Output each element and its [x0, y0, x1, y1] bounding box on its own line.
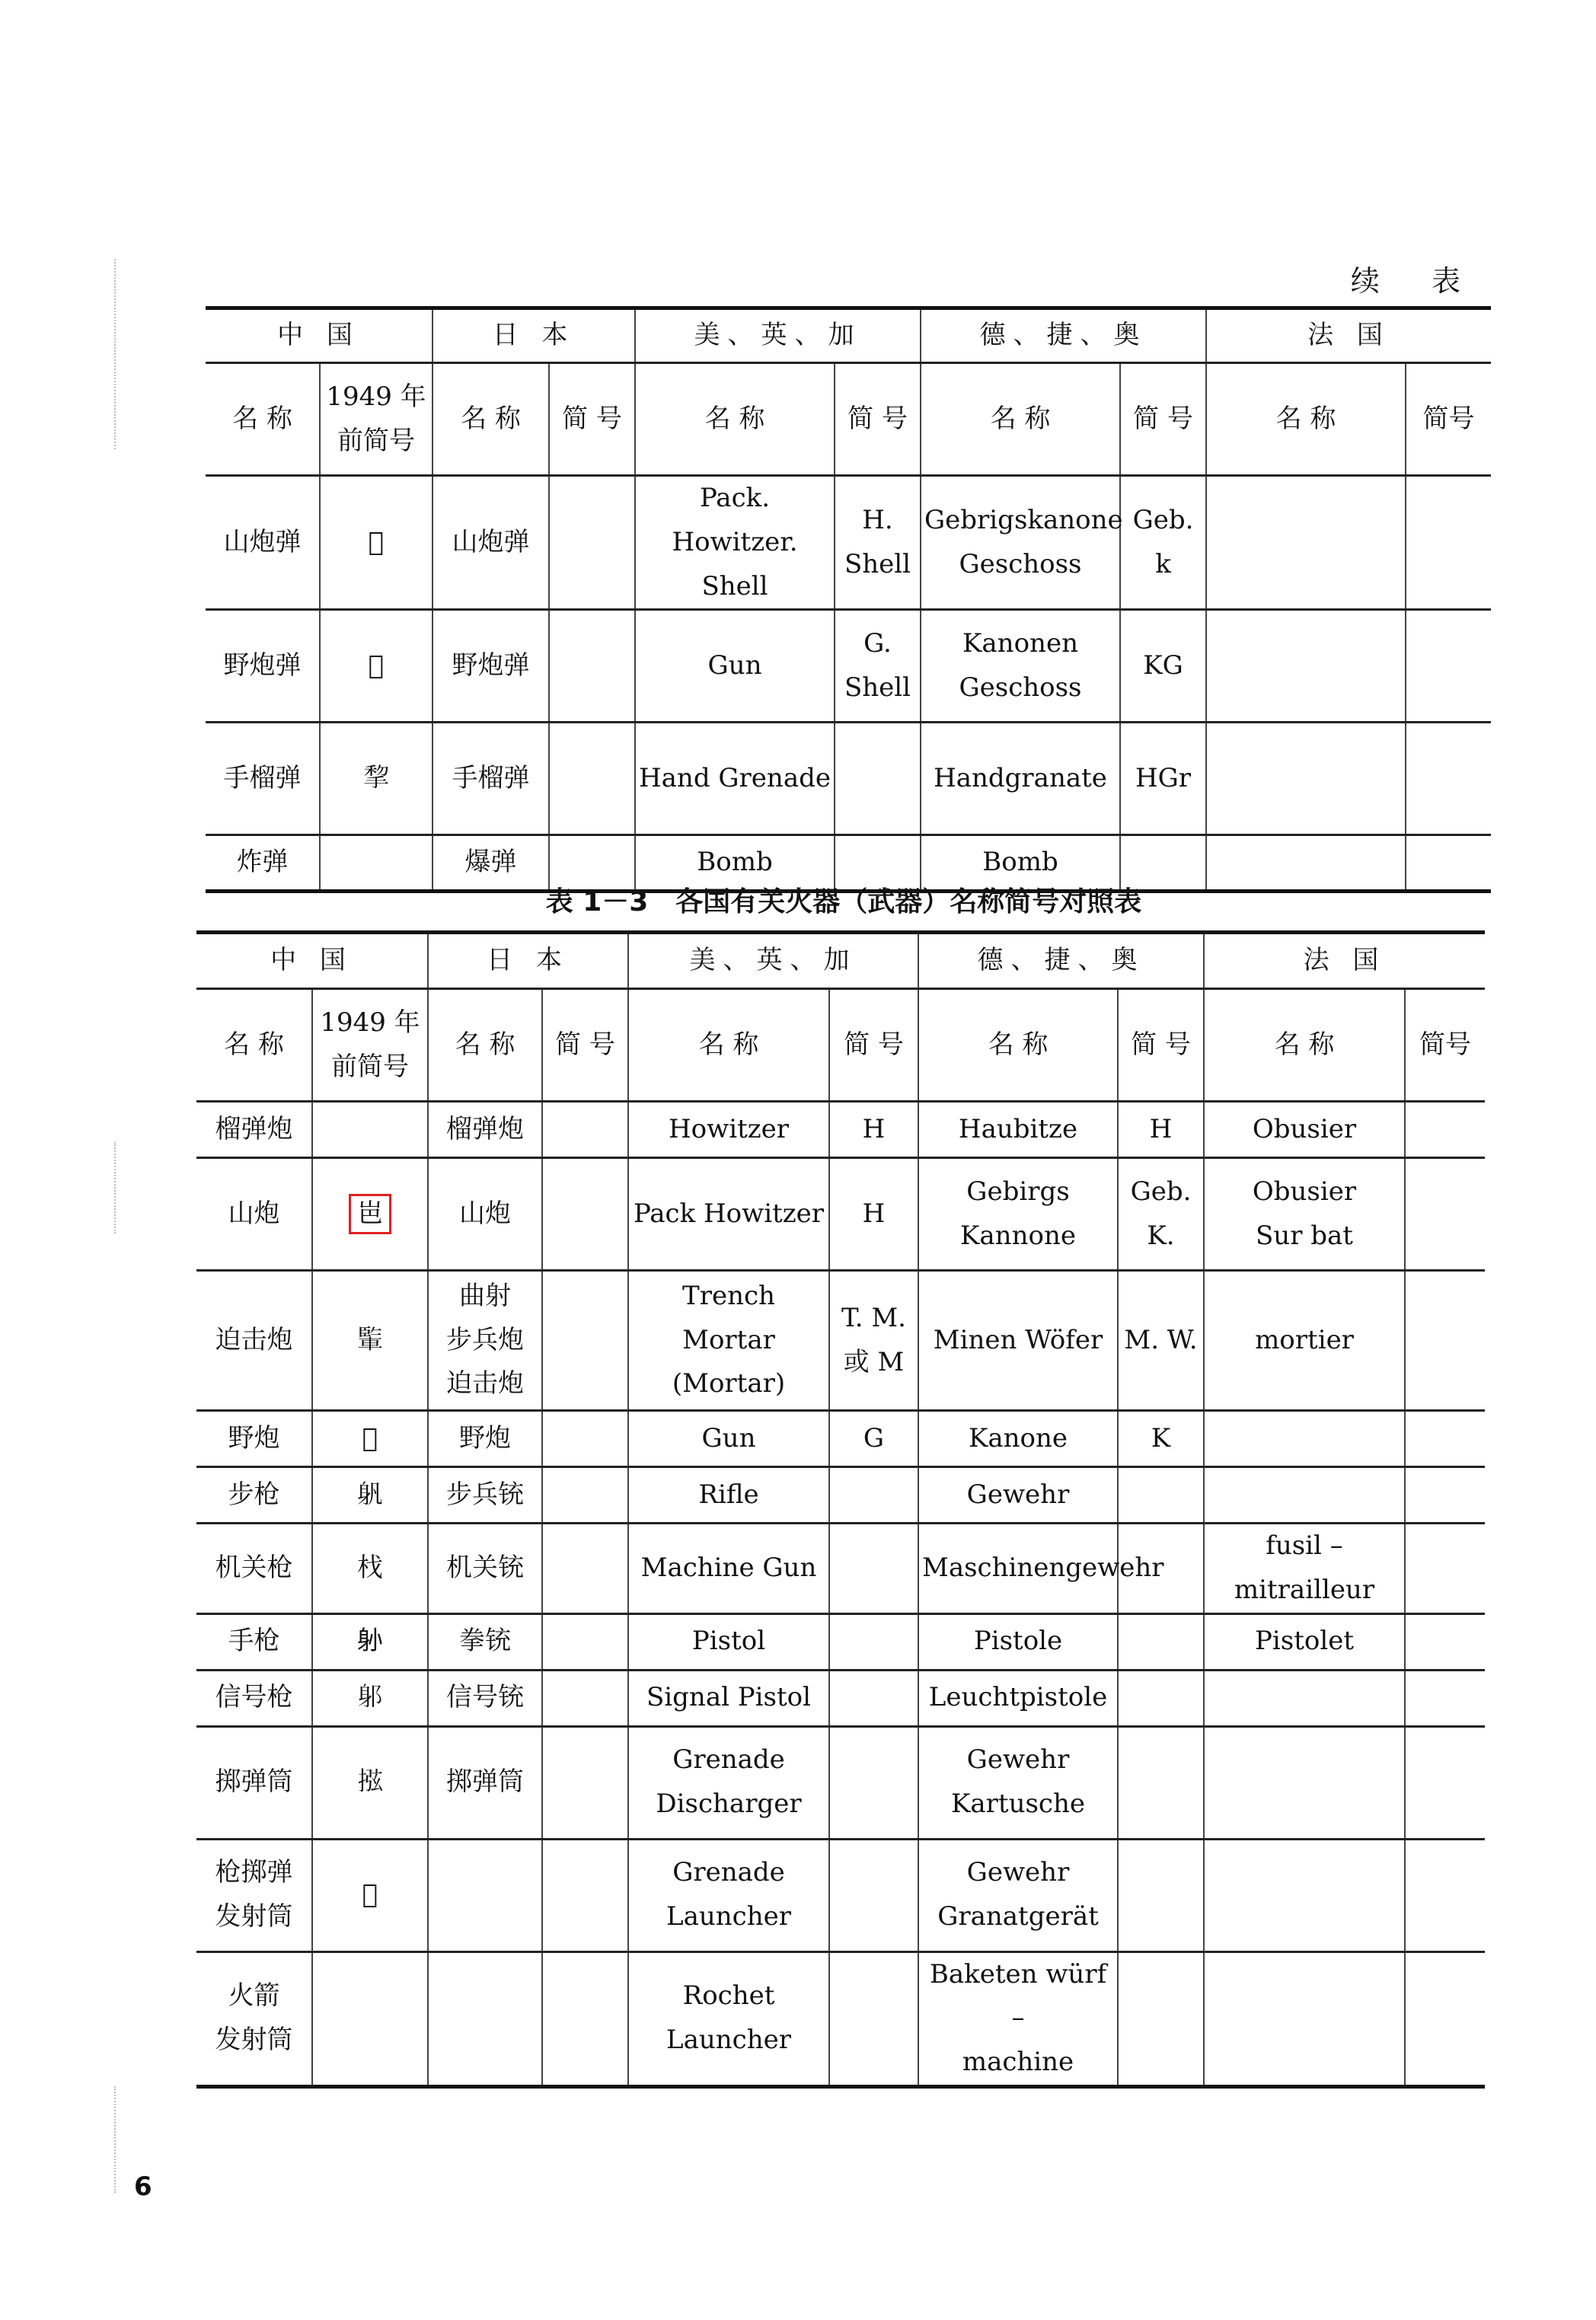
- cell-fr-name: Obusier Sur bat: [1204, 1158, 1405, 1271]
- cell-fr-code: [1405, 1951, 1485, 2086]
- cell-en-name: Pack. Howitzer. Shell: [635, 476, 835, 610]
- cell-jp-code: [542, 1613, 628, 1670]
- header-us-uk-canada: 美、英、加: [635, 308, 921, 363]
- header-china: 中 国: [206, 308, 433, 363]
- cell-jp-name: 野炮: [428, 1411, 542, 1467]
- cell-jp-name: 曲射 步兵炮 迫击炮: [428, 1271, 542, 1411]
- cell-de-code: M. W.: [1118, 1271, 1204, 1411]
- cell-de-code: HGr: [1120, 723, 1206, 835]
- cell-fr-name: Obusier: [1204, 1102, 1405, 1158]
- cell-de-name: Haubitze: [918, 1102, 1118, 1158]
- cell-jp-name: 山炮: [428, 1158, 542, 1271]
- cell-en-name: Machine Gun: [628, 1524, 829, 1614]
- cell-jp-code: [542, 1951, 628, 2086]
- cell-en-name: Grenade Launcher: [628, 1839, 829, 1951]
- cell-jp-name: [428, 1839, 542, 1951]
- cell-jp-name: 步兵铳: [428, 1467, 542, 1524]
- table-row: [196, 1411, 1485, 1467]
- table-row: [206, 610, 1491, 723]
- cell-cn-name: 手枪: [196, 1613, 312, 1670]
- cell-fr-name: [1204, 1951, 1405, 2086]
- cell-en-code: G. Shell: [835, 610, 921, 723]
- header-name: 名 称: [428, 989, 542, 1102]
- header-name: 名 称: [628, 989, 829, 1102]
- cell-en-code: T. M. 或 M: [829, 1271, 918, 1411]
- header-code: 简 号: [549, 363, 635, 476]
- cell-cn-name: 机关枪: [196, 1524, 312, 1614]
- table-row: [196, 1467, 1485, 1524]
- cell-cn-name: 火箭 发射筒: [196, 1951, 312, 2086]
- cell-cn-pre1949-code: 𬘳: [320, 476, 433, 610]
- header-group-row: [206, 308, 1491, 363]
- header-code: 简 号: [1120, 363, 1206, 476]
- cell-de-name: Minen Wöfer: [918, 1271, 1118, 1411]
- cell-cn-name: 榴弹炮: [196, 1102, 312, 1158]
- cell-de-name: Gewehr Kartusche: [918, 1726, 1118, 1839]
- table-row: [196, 1726, 1485, 1839]
- cell-fr-name: [1204, 1467, 1405, 1524]
- header-japan: 日 本: [433, 308, 635, 363]
- cell-de-name: Maschinengewehr: [918, 1524, 1118, 1614]
- cell-jp-code: [549, 723, 635, 835]
- cell-jp-code: [542, 1158, 628, 1271]
- cell-fr-name: Pistolet: [1204, 1613, 1405, 1670]
- cell-en-name: Pistol: [628, 1613, 829, 1670]
- cell-de-name: Gewehr Granatgerät: [918, 1839, 1118, 1951]
- cell-en-name: Rochet Launcher: [628, 1951, 829, 2086]
- header-name: 名 称: [433, 363, 549, 476]
- cell-en-code: G: [829, 1411, 918, 1467]
- header-sub-row: [196, 989, 1485, 1102]
- header-name: 名 称: [918, 989, 1118, 1102]
- cell-de-name: Gewehr: [918, 1467, 1118, 1524]
- cell-cn-name: 山炮弹: [206, 476, 320, 610]
- cell-jp-name: 手榴弹: [433, 723, 549, 835]
- table-row: [196, 1102, 1485, 1158]
- cell-fr-code: [1406, 723, 1491, 835]
- cell-cn-pre1949-code: 𨈔: [312, 1467, 428, 1524]
- cell-de-code: [1118, 1726, 1204, 1839]
- cell-en-name: Gun: [628, 1411, 829, 1467]
- cell-de-code: [1118, 1613, 1204, 1670]
- cell-fr-name: mortier: [1204, 1271, 1405, 1411]
- weapon-name-table-continued: [206, 306, 1491, 893]
- cell-cn-pre1949-code: 𨈓: [312, 1613, 428, 1670]
- cell-en-name: Grenade Discharger: [628, 1726, 829, 1839]
- header-pre1949-code: 1949 年 前简号: [320, 363, 433, 476]
- cell-cn-name: 掷弹筒: [196, 1726, 312, 1839]
- cell-cn-pre1949-code: 𨍒: [312, 1271, 428, 1411]
- cell-jp-code: [542, 1411, 628, 1467]
- header-name: 名 称: [1206, 363, 1406, 476]
- cell-jp-code: [542, 1726, 628, 1839]
- cell-cn-name: 步枪: [196, 1467, 312, 1524]
- header-germany-czech-austria: 德、捷、奥: [921, 308, 1206, 363]
- cell-cn-name: 手榴弹: [206, 723, 320, 835]
- table-row: [196, 1670, 1485, 1726]
- cell-en-name: Trench Mortar (Mortar): [628, 1271, 829, 1411]
- cell-fr-code: [1405, 1102, 1485, 1158]
- cell-cn-name: 山炮: [196, 1158, 312, 1271]
- cell-cn-pre1949-code: [312, 1102, 428, 1158]
- cell-de-code: [1118, 1467, 1204, 1524]
- cell-cn-pre1949-code: 𨈕: [312, 1670, 428, 1726]
- cell-fr-name: [1206, 723, 1406, 835]
- cell-fr-code: [1405, 1158, 1485, 1271]
- cell-en-code: [829, 1613, 918, 1670]
- cell-fr-code: [1405, 1839, 1485, 1951]
- header-name: 名 称: [921, 363, 1120, 476]
- page-number: 6: [134, 2172, 152, 2202]
- cell-jp-code: [542, 1670, 628, 1726]
- cell-cn-pre1949-code: 𨰶: [312, 1839, 428, 1951]
- cell-fr-code: [1405, 1613, 1485, 1670]
- cell-de-code: Geb. K.: [1118, 1158, 1204, 1271]
- cell-cn-pre1949-code: 𣏾: [312, 1524, 428, 1614]
- cell-jp-code: [542, 1839, 628, 1951]
- cell-de-name: Gebrigskanone Geschoss: [921, 476, 1120, 610]
- cell-en-code: [829, 1524, 918, 1614]
- cell-jp-name: 山炮弹: [433, 476, 549, 610]
- cell-de-name: Gebirgs Kannone: [918, 1158, 1118, 1271]
- cell-jp-name: 野炮弹: [433, 610, 549, 723]
- cell-en-name: Bomb: [635, 835, 835, 892]
- table-caption: 表 1－3 各国有关火器（武器）名称简号对照表: [545, 886, 1142, 917]
- binding-margin-line: [114, 1142, 116, 1233]
- cell-cn-name: 枪掷弹 发射筒: [196, 1839, 312, 1951]
- header-pre1949-code: 1949 年 前简号: [312, 989, 428, 1102]
- cell-de-name: Kanonen Geschoss: [921, 610, 1120, 723]
- cell-jp-code: [549, 476, 635, 610]
- header-code: 简号: [1405, 989, 1485, 1102]
- table-row: [196, 1951, 1485, 2086]
- cell-jp-name: 信号铳: [428, 1670, 542, 1726]
- cell-cn-name: 信号枪: [196, 1670, 312, 1726]
- cell-cn-pre1949-code: 𢮃: [320, 723, 433, 835]
- cell-de-name: Leuchtpistole: [918, 1670, 1118, 1726]
- cell-jp-code: [542, 1524, 628, 1614]
- cell-jp-code: [542, 1467, 628, 1524]
- header-japan: 日 本: [428, 933, 628, 989]
- cell-en-name: Signal Pistol: [628, 1670, 829, 1726]
- cell-de-code: [1118, 1839, 1204, 1951]
- binding-margin-line: [114, 2086, 116, 2193]
- cell-cn-pre1949-code: [312, 1158, 428, 1271]
- header-code: 简 号: [542, 989, 628, 1102]
- weapon-name-comparison-table: [196, 930, 1485, 2089]
- cell-en-code: [829, 1467, 918, 1524]
- cell-fr-name: [1204, 1839, 1405, 1951]
- highlighted-code: 岜: [349, 1194, 391, 1235]
- cell-de-name: Pistole: [918, 1613, 1118, 1670]
- cell-fr-code: [1406, 476, 1491, 610]
- cell-de-code: K: [1118, 1411, 1204, 1467]
- cell-jp-name: 爆弹: [433, 835, 549, 892]
- header-code: 简号: [1406, 363, 1491, 476]
- cell-cn-pre1949-code: 𬘴: [320, 610, 433, 723]
- header-name: 名 称: [196, 989, 312, 1102]
- cell-jp-name: 拳铳: [428, 1613, 542, 1670]
- cell-en-code: [835, 723, 921, 835]
- cell-jp-code: [542, 1102, 628, 1158]
- cell-en-name: Hand Grenade: [635, 723, 835, 835]
- cell-fr-code: [1406, 610, 1491, 723]
- cell-cn-pre1949-code: 𨊲: [312, 1411, 428, 1467]
- cell-de-code: Geb. k: [1120, 476, 1206, 610]
- cell-en-code: [829, 1951, 918, 2086]
- continued-label: 续 表: [1350, 264, 1482, 298]
- cell-en-code: [829, 1839, 918, 1951]
- cell-de-code: KG: [1120, 610, 1206, 723]
- cell-fr-name: fusil – mitrailleur: [1204, 1524, 1405, 1614]
- header-code: 简 号: [835, 363, 921, 476]
- cell-de-name: Kanone: [918, 1411, 1118, 1467]
- cell-cn-name: 炸弹: [206, 835, 320, 892]
- cell-fr-code: [1405, 1271, 1485, 1411]
- header-us-uk-canada: 美、英、加: [628, 933, 918, 989]
- header-name: 名 称: [206, 363, 320, 476]
- cell-en-code: H: [829, 1102, 918, 1158]
- cell-cn-name: 野炮弹: [206, 610, 320, 723]
- cell-de-name: Baketen würf – machine: [918, 1951, 1118, 2086]
- cell-de-name: Bomb: [921, 835, 1120, 892]
- cell-jp-name: [428, 1951, 542, 2086]
- table-row: [196, 1158, 1485, 1271]
- header-france: 法 国: [1206, 308, 1491, 363]
- header-sub-row: [206, 363, 1491, 476]
- header-code: 简 号: [829, 989, 918, 1102]
- cell-de-name: Handgranate: [921, 723, 1120, 835]
- cell-fr-code: [1405, 1411, 1485, 1467]
- cell-en-code: [829, 1670, 918, 1726]
- cell-cn-pre1949-code: 𢮂: [312, 1726, 428, 1839]
- table-row: [196, 1524, 1485, 1614]
- cell-jp-name: 机关铳: [428, 1524, 542, 1614]
- cell-de-code: [1118, 1951, 1204, 2086]
- table-row: [196, 1613, 1485, 1670]
- cell-fr-name: [1204, 1411, 1405, 1467]
- cell-jp-code: [542, 1271, 628, 1411]
- cell-de-code: H: [1118, 1102, 1204, 1158]
- cell-en-code: [829, 1726, 918, 1839]
- cell-en-name: Rifle: [628, 1467, 829, 1524]
- cell-de-code: [1118, 1670, 1204, 1726]
- cell-jp-name: 掷弹筒: [428, 1726, 542, 1839]
- cell-cn-name: 野炮: [196, 1411, 312, 1467]
- cell-fr-code: [1405, 1726, 1485, 1839]
- cell-en-code: H: [829, 1158, 918, 1271]
- header-group-row: [196, 933, 1485, 989]
- header-germany-czech-austria: 德、捷、奥: [918, 933, 1204, 989]
- cell-cn-name: 迫击炮: [196, 1271, 312, 1411]
- table-row: [196, 1271, 1485, 1411]
- cell-fr-code: [1405, 1524, 1485, 1614]
- table-row: [206, 476, 1491, 610]
- cell-en-name: Gun: [635, 610, 835, 723]
- cell-cn-pre1949-code: [312, 1951, 428, 2086]
- table-row: [206, 723, 1491, 835]
- cell-fr-name: [1206, 610, 1406, 723]
- cell-en-code: H. Shell: [835, 476, 921, 610]
- cell-en-name: Pack Howitzer: [628, 1158, 829, 1271]
- cell-fr-name: [1206, 476, 1406, 610]
- cell-fr-code: [1405, 1467, 1485, 1524]
- header-name: 名 称: [635, 363, 835, 476]
- cell-fr-code: [1405, 1670, 1485, 1726]
- cell-fr-name: [1204, 1670, 1405, 1726]
- header-china: 中 国: [196, 933, 428, 989]
- cell-jp-name: 榴弹炮: [428, 1102, 542, 1158]
- cell-en-name: Howitzer: [628, 1102, 829, 1158]
- table-row: [196, 1839, 1485, 1951]
- header-name: 名 称: [1204, 989, 1405, 1102]
- header-france: 法 国: [1204, 933, 1485, 989]
- cell-jp-code: [549, 610, 635, 723]
- binding-margin-line: [114, 259, 116, 449]
- header-code: 简 号: [1118, 989, 1204, 1102]
- cell-fr-name: [1204, 1726, 1405, 1839]
